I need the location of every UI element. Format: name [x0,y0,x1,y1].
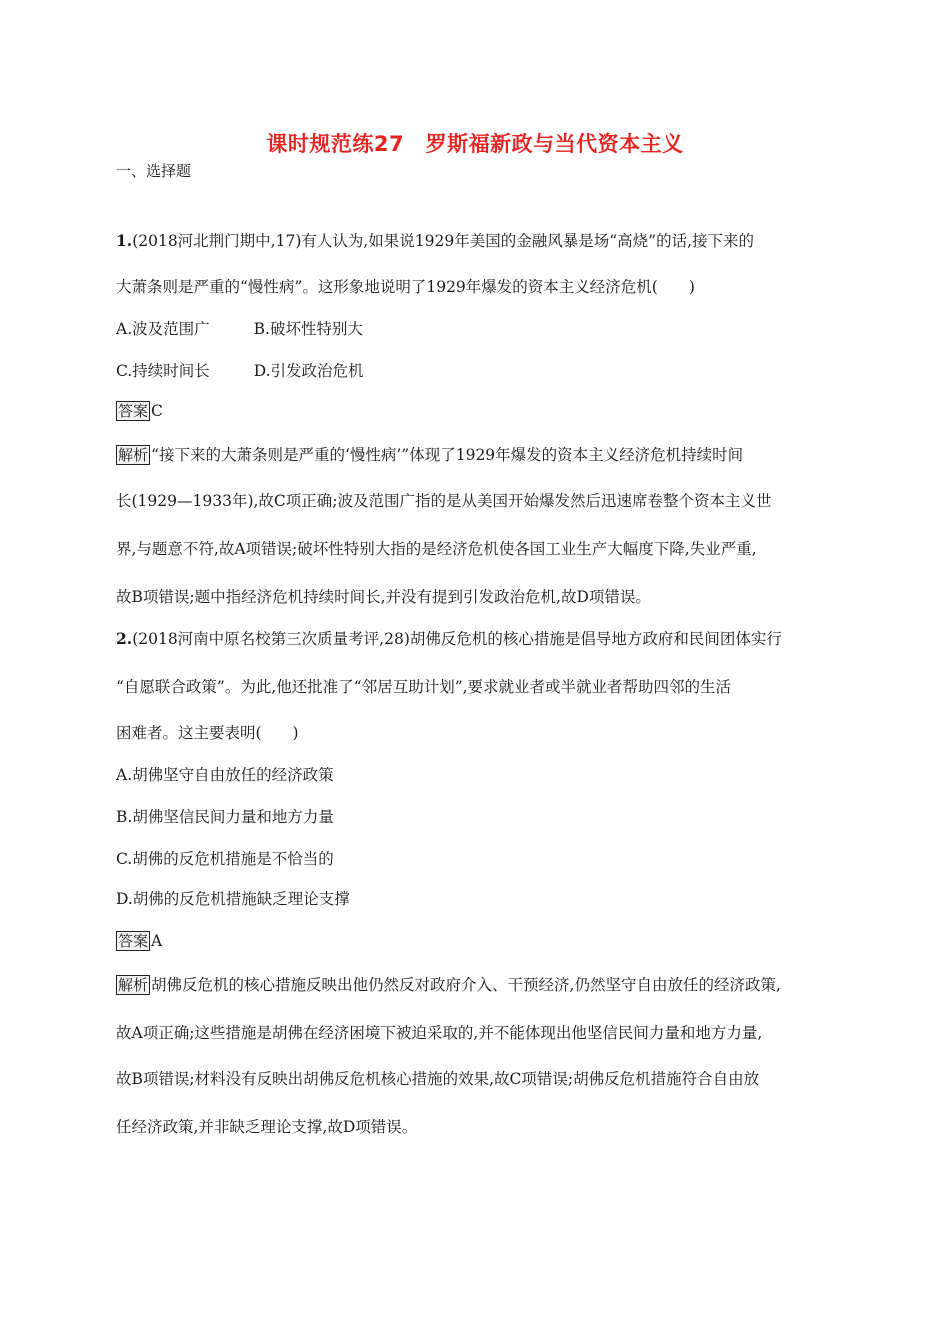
section-heading: 一、选择题 [116,162,192,180]
page-title: 课时规范练27 罗斯福新政与当代资本主义 [266,132,684,156]
question-1-analysis-line-2: 长(1929—1933年),故C项正确;波及范围广指的是从美国开始爆发然后迅速席卷整个资本主义世 [116,492,772,510]
question-1-stem-line-2: 大萧条则是严重的“慢性病”。这形象地说明了1929年爆发的资本主义经济危机( ) [116,278,695,296]
question-2-option-d: D.胡佛的反危机措施缺乏理论支撑 [116,890,350,908]
question-1-stem-line-1: (2018河北荆门期中,17)有人认为,如果说1929年美国的金融风暴是场“高烧”的话,接下来的 [132,232,755,250]
question-1-line-1 [116,230,754,252]
question-1-options-row-2 [116,360,364,382]
question-2-analysis-line-3: 故B项错误;材料没有反映出胡佛反危机核心措施的效果,故C项错误;胡佛反危机措施符合自由放 [116,1070,760,1088]
answer-label: 答案 [118,402,149,420]
question-1-answer [116,400,163,422]
answer-value: A [151,932,163,950]
question-2-line-1 [116,628,782,650]
question-1-options-row-1 [116,318,363,340]
question-2-stem-line-1: (2018河南中原名校第三次质量考评,28)胡佛反危机的核心措施是倡导地方政府和民间团体实行 [132,630,782,648]
option-c: C.持续时间长 [116,362,210,380]
analysis-label: 解析 [118,446,149,464]
question-2-option-c: C.胡佛的反危机措施是不恰当的 [116,850,334,868]
answer-value: C [151,402,163,420]
question-1-analysis-line-4: 故B项错误;题中指经济危机持续时间长,并没有提到引发政治危机,故D项错误。 [116,588,651,606]
question-2-option-b: B.胡佛坚信民间力量和地方力量 [116,808,334,826]
question-1-analysis-line-3: 界,与题意不符,故A项错误;破坏性特别大指的是经济危机使各国工业生产大幅度下降,失业严重, [116,540,757,558]
analysis-text: 胡佛反危机的核心措施反映出他仍然反对政府介入、干预经济,仍然坚守自由放任的经济政策, [151,976,781,994]
question-2-stem-line-2: “自愿联合政策”。为此,他还批准了“邻居互助计划”,要求就业者或半就业者帮助四邻的生活 [116,678,732,696]
option-d: D.引发政治危机 [253,362,364,380]
question-2-analysis-line-4: 任经济政策,并非缺乏理论支撑,故D项错误。 [116,1118,418,1136]
question-2-number: 2. [116,629,133,648]
question-2-answer [116,930,162,952]
option-b: B.破坏性特别大 [253,320,363,338]
question-2-analysis-line-1 [116,974,781,996]
analysis-label: 解析 [118,976,149,994]
question-2-option-a: A.胡佛坚守自由放任的经济政策 [116,766,334,784]
analysis-text: “接下来的大萧条则是严重的‘慢性病’”体现了1929年爆发的资本主义经济危机持续时间 [151,446,744,464]
question-2-analysis-line-2: 故A项正确;这些措施是胡佛在经济困境下被迫采取的,并不能体现出他坚信民间力量和地方力量, [116,1024,763,1042]
question-1-number: 1. [116,231,133,250]
option-a: A.波及范围广 [116,320,210,338]
question-2-stem-line-3: 困难者。这主要表明( ) [116,724,299,742]
question-1-analysis-line-1 [116,444,743,466]
answer-label: 答案 [118,932,149,950]
